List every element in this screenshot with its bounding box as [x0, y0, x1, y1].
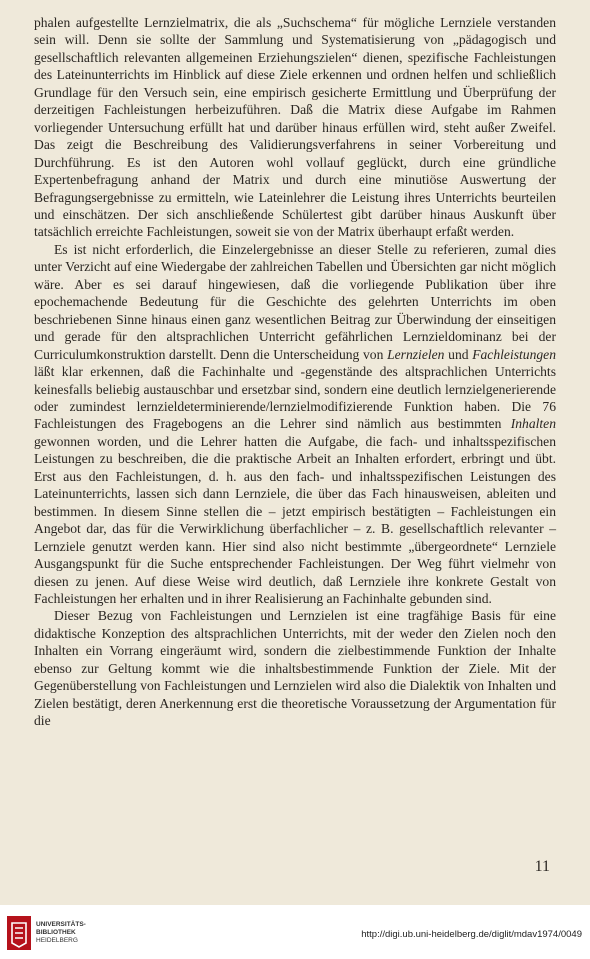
term-fachleistungen: Fachleistungen	[472, 346, 557, 362]
library-name-line2: BIBLIOTHEK	[36, 929, 76, 936]
paragraph-2-und: und	[448, 346, 469, 362]
footer-bar	[0, 905, 590, 959]
source-url-link[interactable]: http://digi.ub.uni-heidelberg.de/diglit/mdav1974/0049	[361, 929, 582, 940]
paragraph-3: Dieser Bezug von Fachleistungen und Lernzielen ist eine tragfähige Basis für eine didaktische Konzeption des altsprachlichen Unterrichts, mit der weder den Zielen noch den Inhalten ein Vorrang eingeräumt wird, sondern die zielbestimmende Funktion der Inhalte ebenso zur Geltung kommt wie die inhaltsbestimmende Funktion der Ziele. Mit der Gegenüberstellung von Fachleistungen und Lernzielen wird also die Dialektik von Inhalten und Zielen bestätigt, deren Anerkennung erst die theoretische Voraussetzung der Argumentation für die	[34, 608, 556, 729]
term-inhalten: Inhalten	[510, 416, 557, 432]
term-lernzielen: Lernzielen	[387, 346, 445, 362]
paragraph-2-part-a: Es ist nicht erforderlich, die Einzelergebnisse an dieser Stelle zu referieren, zumal dies unter Verzicht auf eine Wiedergabe der zahlreichen Tabellen und Übersichten gar nicht möglich wäre. Aber es sei darauf hingewiesen, daß die vorliegende Publikation über ihre epochemachende Bedeutung für die Geschichte des gelehrten Unterrichts im oben beschriebenen Sinne hinaus einen ganz wesentlichen Beitrag zur Überwindung der einseitigen und gerade für den altsprachlichen Unterricht gefährlichen Lernzieldominanz bei der Curriculumkonstruktion darstellt. Denn die Unterscheidung von	[34, 241, 556, 362]
university-library-logo-icon	[6, 915, 32, 951]
paragraph-2	[34, 241, 556, 608]
paragraph-2-part-c: gewonnen worden, und die Lehrer hatten die Aufgabe, die fach- und inhaltsspezifischen Leistungen zu beschreiben, die die praktische Arbeit an Inhalten erfordert, erbringt und übt. Erst aus den Fachleistungen, d. h. aus den fach- und inhaltsspezifischen Leistungen des Lateinunterrichts, lassen sich dann Lernziele, die über das Fach hinausweisen, ableiten und bestimmen. In diesem Sinne stellen die – jetzt empirisch bestätigten – Fachleistungen ein Angebot dar, das für die Verwirklichung überfachlicher – z. B. gesellschaftlich relevanter – Lernziele genutzt werden kann. Hier sind also nicht bestimmte „übergeordnete“ Lernziele Ausgangspunkt für die Suche entsprechender Fachleistungen. Der Weg führt vielmehr von diesen zu jenen. Auf diese Weise wird deutlich, daß Lernziele ihre konkrete Gestalt von Fachleistungen her erhalten und in ihrer Realisierung an Fachinhalte gebunden sind.	[34, 433, 556, 606]
body-text	[34, 14, 556, 730]
paragraph-2-part-b: läßt klar erkennen, daß die Fachinhalte und -gegenstände des altsprachlichen Unterrichts keinesfalls beliebig austauschbar und ersetzbar sind, sondern eine deutlich lernzielgenerierende oder zumindest lernzieldeterminierende/lernzielmodifizierende Funktion haben. Die 76 Fachleistungen des Fragebogens an die Lehrer sind nämlich aus bestimmten	[34, 364, 556, 432]
library-name	[36, 921, 86, 945]
paragraph-1: phalen aufgestellte Lernzielmatrix, die als „Suchschema“ für mögliche Lernziele verstanden sein will. Denn sie sollte der Sammlung und Systematisierung von „pädagogisch und gesellschaftlich relevanten allgemeinen Erziehungszielen“ dienen, spezifische Fachleistungen des Lateinunterrichts im Hinblick auf diese Ziele erkennen und ordnen helfen und schließlich Grundlage für den Versuch sein, eine empirisch gesicherte Ermittlung und Überprüfung der derzeitigen Fachleistungen herbeizuführen. Daß die Matrix diese Aufgabe im Rahmen vorliegender Untersuchung erfüllt hat und darüber hinaus erfüllen wird, steht außer Zweifel. Das zeigt die Beschreibung des Validierungsverfahrens in seiner Vorbereitung und Durchführung. Es ist den Autoren wohl vollauf geglückt, durch eine gründliche Expertenbefragung anhand der Matrix und durch eine minutiöse Auswertung der Befragungsergebnisse zu ermitteln, wie Lateinlehrer die Leistung ihres Unterrichts beurteilen und einschätzen. Der sich anschließende Schülertest gibt darüber hinaus Auskunft über tatsächlich erreichte Fachleistungen, soweit sie von der Matrix überhaupt erfaßt werden.	[34, 15, 556, 240]
library-name-line1: UNIVERSITÄTS-	[36, 921, 86, 928]
library-name-line3: HEIDELBERG	[36, 937, 78, 944]
page-number: 11	[534, 858, 550, 875]
